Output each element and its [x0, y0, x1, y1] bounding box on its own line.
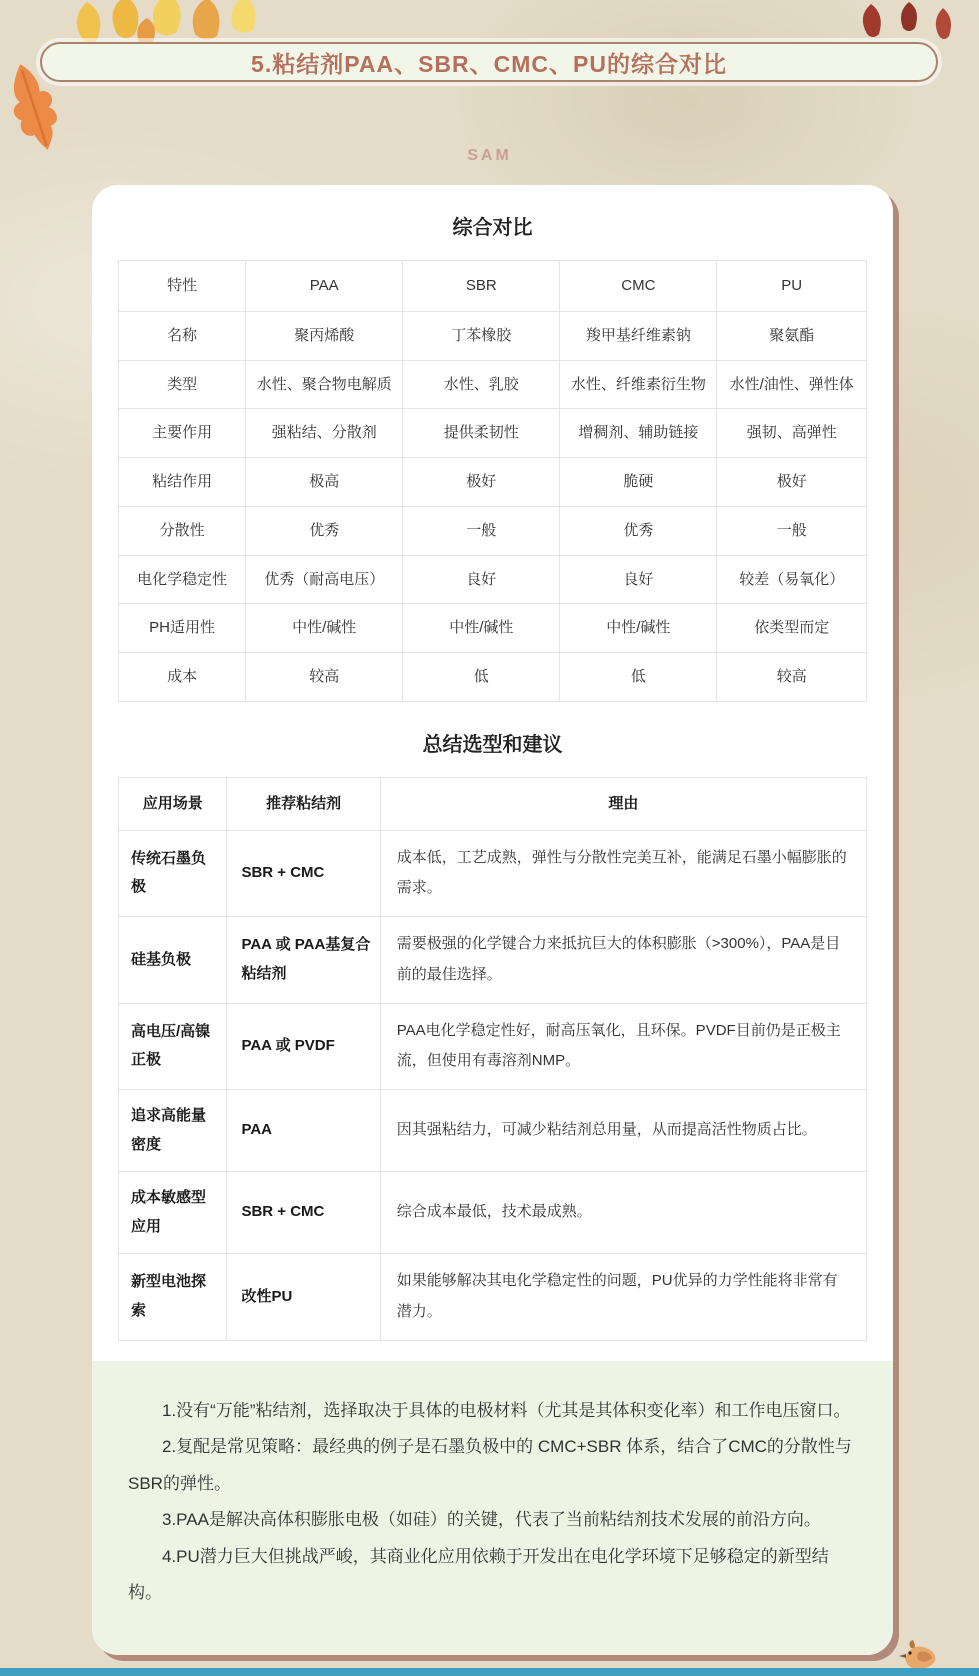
table-cell: 中性/碱性	[246, 604, 403, 653]
table-cell: 成本敏感型应用	[119, 1172, 227, 1254]
table-cell: 粘结作用	[119, 458, 246, 507]
recommendation-table	[118, 777, 867, 1341]
table-cell: 水性、纤维素衍生物	[560, 360, 717, 409]
table-cell: 类型	[119, 360, 246, 409]
table-cell: 良好	[403, 555, 560, 604]
table-row	[119, 1172, 867, 1254]
summary-paragraph: 3.PAA是解决高体积膨胀电极（如硅）的关键，代表了当前粘结剂技术发展的前沿方向。	[162, 1510, 821, 1530]
table-row	[119, 409, 867, 458]
content-card	[92, 185, 893, 1655]
table-cell: PH适用性	[119, 604, 246, 653]
table-cell: 极好	[717, 458, 867, 507]
table-cell: 改性PU	[227, 1254, 380, 1341]
column-header: 理由	[380, 777, 866, 830]
column-header: 推荐粘结剂	[227, 777, 380, 830]
table-cell: 强粘结、分散剂	[246, 409, 403, 458]
table-cell: 较高	[717, 653, 867, 702]
column-header: 特性	[119, 261, 246, 312]
recommendation-title: 总结选型和建议	[422, 733, 563, 756]
table-cell: 较高	[246, 653, 403, 702]
table-cell: 优秀	[246, 506, 403, 555]
table-cell: 分散性	[119, 506, 246, 555]
table-cell: PAA 或 PVDF	[227, 1003, 380, 1090]
table-cell: 追求高能量密度	[119, 1090, 227, 1172]
ginkgo-leaves-icon	[55, 0, 270, 48]
table-cell: 低	[403, 653, 560, 702]
table-cell: 脆硬	[560, 458, 717, 507]
bird-icon	[897, 1640, 941, 1670]
table-cell: 极好	[403, 458, 560, 507]
header-row	[119, 261, 867, 312]
table-cell: 中性/碱性	[560, 604, 717, 653]
table-row	[119, 653, 867, 702]
table-cell: 因其强粘结力，可减少粘结剂总用量，从而提高活性物质占比。	[380, 1090, 866, 1172]
table-cell: 强韧、高弹性	[717, 409, 867, 458]
table-cell: PAA	[227, 1090, 380, 1172]
title-banner	[40, 42, 938, 82]
table-cell: 高电压/高镍正极	[119, 1003, 227, 1090]
table-cell: 需要极强的化学键合力来抵抗巨大的体积膨胀（>300%），PAA是目前的最佳选择。	[380, 917, 866, 1004]
table-cell: PAA电化学稳定性好，耐高压氧化，且环保。PVDF目前仍是正极主流，但使用有毒溶剂NMP。	[380, 1003, 866, 1090]
table-row	[119, 830, 867, 917]
table-cell: 水性/油性、弹性体	[717, 360, 867, 409]
table-cell: 水性、乳胶	[403, 360, 560, 409]
table-cell: 羧甲基纤维素钠	[560, 311, 717, 360]
table-cell: 良好	[560, 555, 717, 604]
table-cell: 优秀（耐高电压）	[246, 555, 403, 604]
comparison-section	[92, 185, 893, 702]
table-cell: 依类型而定	[717, 604, 867, 653]
comparison-title: 综合对比	[452, 217, 533, 239]
table-cell: SBR + CMC	[227, 1172, 380, 1254]
watermark-text: SAM	[467, 147, 512, 164]
table-cell: 丁苯橡胶	[403, 311, 560, 360]
table-row	[119, 360, 867, 409]
summary-box	[92, 1361, 893, 1656]
table-cell: 综合成本最低，技术最成熟。	[380, 1172, 866, 1254]
table-cell: 主要作用	[119, 409, 246, 458]
table-cell: 增稠剂、辅助链接	[560, 409, 717, 458]
table-cell: 成本	[119, 653, 246, 702]
table-cell: 成本低，工艺成熟，弹性与分散性完美互补，能满足石墨小幅膨胀的需求。	[380, 830, 866, 917]
column-header: CMC	[560, 261, 717, 312]
table-row	[119, 458, 867, 507]
column-header: 应用场景	[119, 777, 227, 830]
table-cell: 低	[560, 653, 717, 702]
table-cell: 如果能够解决其电化学稳定性的问题，PU优异的力学性能将非常有潜力。	[380, 1254, 866, 1341]
comparison-table	[118, 260, 867, 702]
summary-paragraph: 1.没有“万能”粘结剂，选择取决于具体的电极材料（尤其是其体积变化率）和工作电压窗口。	[162, 1400, 851, 1420]
column-header: SBR	[403, 261, 560, 312]
table-cell: 提供柔韧性	[403, 409, 560, 458]
table-cell: 一般	[403, 506, 560, 555]
table-cell: 新型电池探索	[119, 1254, 227, 1341]
table-row	[119, 1090, 867, 1172]
table-cell: 电化学稳定性	[119, 555, 246, 604]
table-cell: 硅基负极	[119, 917, 227, 1004]
page-title: 5.粘结剂PAA、SBR、CMC、PU的综合对比	[251, 50, 727, 77]
header-row	[119, 777, 867, 830]
table-cell: 名称	[119, 311, 246, 360]
bottom-bar	[0, 1668, 979, 1676]
table-cell: 中性/碱性	[403, 604, 560, 653]
table-cell: 极高	[246, 458, 403, 507]
red-leaves-icon	[845, 0, 965, 46]
table-cell: 优秀	[560, 506, 717, 555]
table-row	[119, 1003, 867, 1090]
table-row	[119, 506, 867, 555]
table-row	[119, 604, 867, 653]
recommendation-section	[92, 702, 893, 1341]
table-cell: 聚氨酯	[717, 311, 867, 360]
table-row	[119, 311, 867, 360]
table-cell: PAA 或 PAA基复合粘结剂	[227, 917, 380, 1004]
table-row	[119, 555, 867, 604]
table-cell: 较差（易氧化）	[717, 555, 867, 604]
table-cell: 传统石墨负极	[119, 830, 227, 917]
table-row	[119, 917, 867, 1004]
column-header: PAA	[246, 261, 403, 312]
table-cell: 水性、聚合物电解质	[246, 360, 403, 409]
table-row	[119, 1254, 867, 1341]
table-cell: 聚丙烯酸	[246, 311, 403, 360]
summary-paragraph: 4.PU潜力巨大但挑战严峻，其商业化应用依赖于开发出在电化学环境下足够稳定的新型结构。	[128, 1546, 829, 1603]
table-cell: 一般	[717, 506, 867, 555]
summary-paragraph: 2.复配是常见策略：最经典的例子是石墨负极中的 CMC+SBR 体系，结合了CMC的分散性与SBR的弹性。	[128, 1437, 852, 1493]
table-cell: SBR + CMC	[227, 830, 380, 917]
column-header: PU	[717, 261, 867, 312]
